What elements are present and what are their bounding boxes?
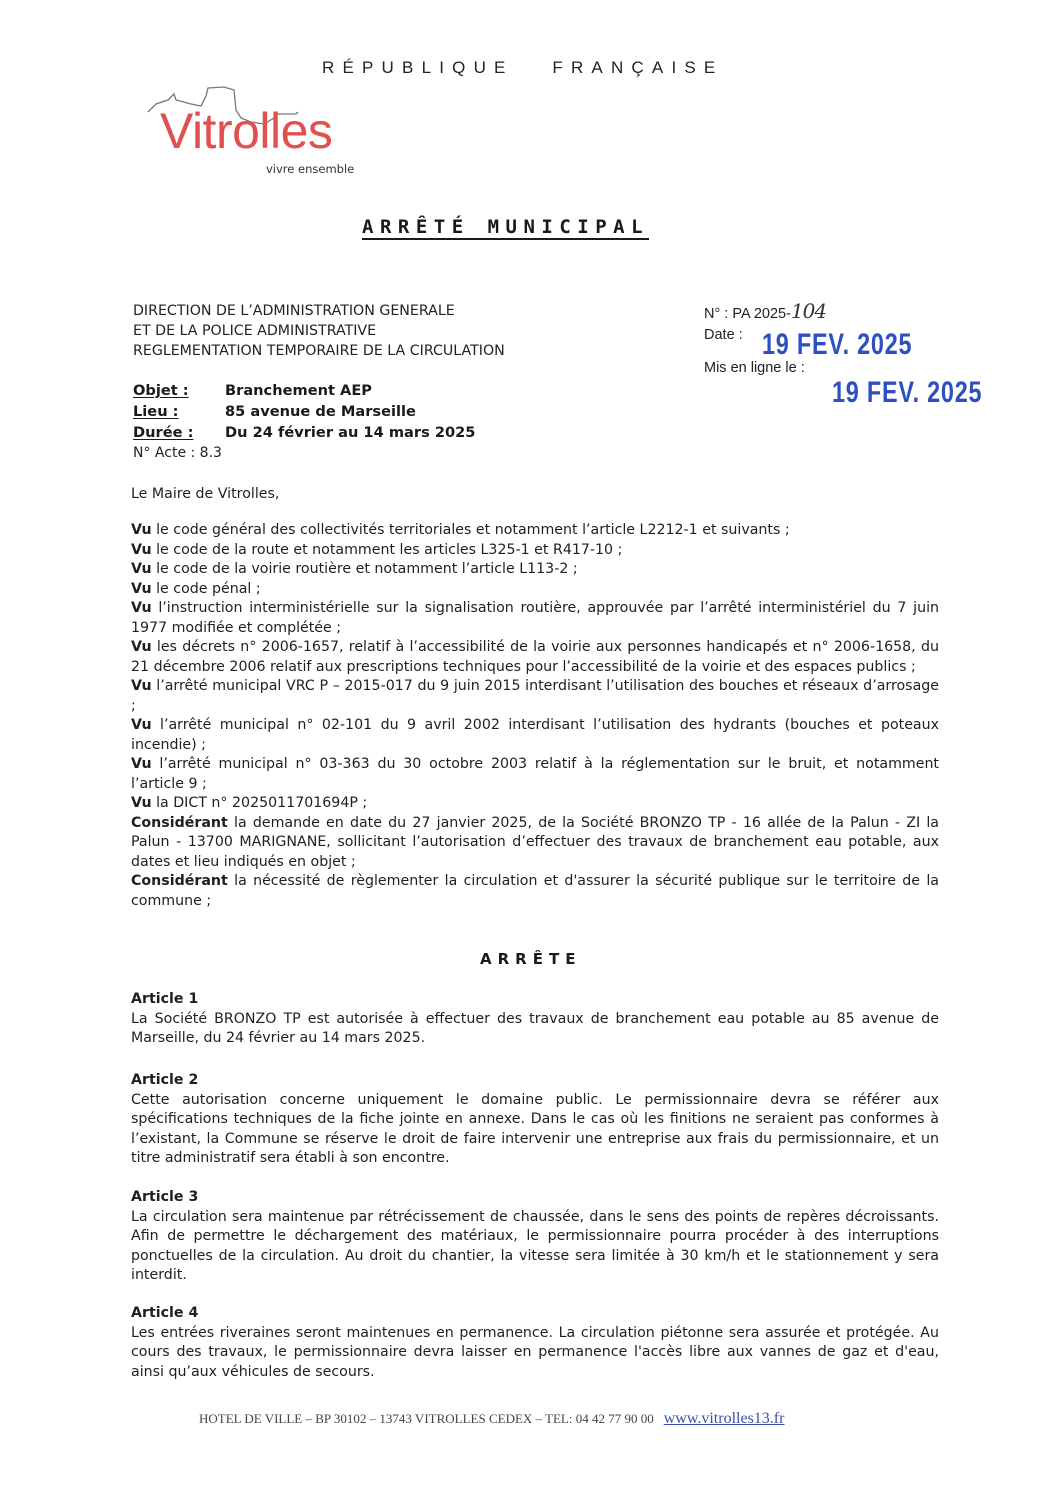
article-text: La circulation sera maintenue par rétrécissement de chaussée, dans le sens des points de repères décroissants. Afin de permettre le déchargement des matériaux, le permissionnaire pourra procéder à des interruptions ponctuelles de la circulation. Au droit du chantier, la vitesse sera limitée à 30 km/h et le stationnement y sera interdit.	[131, 1208, 939, 1283]
reference-number-handwritten: 104	[790, 299, 827, 323]
direction-line: DIRECTION DE L’ADMINISTRATION GENERALE	[133, 303, 455, 319]
direction-block	[133, 301, 505, 361]
footer-address: HOTEL DE VILLE – BP 30102 – 13743 VITROLLES CEDEX – TEL: 04 42 77 90 00	[199, 1411, 654, 1426]
preamble-item: Vu l’instruction interministérielle sur la signalisation routière, approuvée par l’arrêté interministériel du 7 juin 1977 modifiée et complétée ;	[131, 600, 939, 636]
lieu-label: Lieu :	[133, 403, 179, 420]
article-3	[131, 1188, 939, 1286]
preamble-item: Vu la DICT n° 2025011701694P ;	[131, 795, 368, 811]
preamble-item: Vu le code général des collectivités territoriales et notamment l’article L2212-1 et suivants ;	[131, 522, 790, 538]
article-2	[131, 1071, 939, 1169]
article-title: Article 2	[131, 1072, 199, 1088]
preamble-item: Vu l’arrêté municipal n° 03-363 du 30 octobre 2003 relatif à la réglementation sur le bruit, et notamment l’article 9 ;	[131, 756, 939, 792]
article-4	[131, 1304, 939, 1382]
objet-value: Branchement AEP	[225, 382, 373, 399]
reference-number-label: N° : PA 2025-	[704, 306, 791, 322]
arrete-heading: ARRÊTE	[480, 950, 582, 968]
vitrolles-logo	[146, 82, 406, 182]
preamble-item: Vu l’arrêté municipal VRC P – 2015-017 du 9 juin 2015 interdisant l’utilisation des bouches et réseaux d’arrosage ;	[131, 678, 939, 714]
article-title: Article 1	[131, 991, 199, 1007]
duree-value: Du 24 février au 14 mars 2025	[225, 424, 476, 441]
meta-block	[133, 380, 475, 464]
preamble-item: Vu les décrets n° 2006-1657, relatif à l’accessibilité de la voirie aux personnes handicapés et n° 2006-1658, du 21 décembre 2006 relatif aux prescriptions techniques pour l’accessibilité de la voirie et des espaces publics ;	[131, 639, 939, 675]
lieu-value: 85 avenue de Marseille	[225, 403, 416, 420]
article-title: Article 3	[131, 1189, 199, 1205]
logo-wordmark: Vitrolles	[160, 103, 333, 159]
online-date-label: Mis en ligne le :	[704, 360, 805, 376]
direction-line: REGLEMENTATION TEMPORAIRE DE LA CIRCULATION	[133, 343, 505, 359]
online-date-stamp: 19 FEV. 2025	[832, 376, 983, 409]
article-1	[131, 990, 939, 1049]
footer-website-link[interactable]: www.vitrolles13.fr	[663, 1410, 785, 1427]
document-title: ARRÊTÉ MUNICIPAL	[362, 216, 650, 238]
acte-number: N° Acte : 8.3	[133, 445, 222, 461]
republique-francaise-header: RÉPUBLIQUE FRANÇAISE	[322, 58, 724, 77]
direction-line: ET DE LA POLICE ADMINISTRATIVE	[133, 323, 377, 339]
preamble-item: Vu l’arrêté municipal n° 02-101 du 9 avril 2002 interdisant l’utilisation des hydrants (bouches et poteaux incendie) ;	[131, 717, 939, 753]
preamble-item: Vu le code de la route et notamment les articles L325-1 et R417-10 ;	[131, 541, 623, 558]
duree-label: Durée :	[133, 424, 194, 441]
preamble-list	[131, 521, 939, 911]
article-title: Article 4	[131, 1305, 199, 1321]
article-text: Les entrées riveraines seront maintenues en permanence. La circulation piétonne sera assurée et protégée. Au cours des travaux, le permissionnaire devra laisser en permanence l'accès libre aux vannes de gaz et d'eau, ainsi qu’aux véhicules de secours.	[131, 1324, 939, 1380]
logo-tagline: vivre ensemble	[266, 162, 355, 176]
date-stamp: 19 FEV. 2025	[762, 328, 913, 361]
preamble-item: Vu le code de la voirie routière et notamment l’article L113-2 ;	[131, 561, 578, 577]
date-label: Date :	[704, 327, 743, 343]
article-text: Cette autorisation concerne uniquement le domaine public. Le permissionnaire devra se référer aux spécifications techniques de la fiche jointe en annexe. Dans le cas où les finitions ne seraient pas conformes à l’existant, la Commune se réserve le droit de faire intervenir une entreprise aux frais du permissionnaire, et un titre administratif sera établi à son encontre.	[131, 1091, 939, 1166]
footer	[199, 1410, 784, 1428]
maire-salutation: Le Maire de Vitrolles,	[131, 486, 280, 502]
preamble-item: Considérant la demande en date du 27 janvier 2025, de la Société BRONZO TP - 16 allée de la Palun - ZI la Palun - 13700 MARIGNANE, sollicitant l’autorisation d’effectuer des travaux de branchement eau potable, aux dates et lieu indiqués en objet ;	[131, 814, 939, 870]
preamble-item: Vu le code pénal ;	[131, 580, 261, 597]
article-text: La Société BRONZO TP est autorisée à effectuer des travaux de branchement eau potable au 85 avenue de Marseille, du 24 février au 14 mars 2025.	[131, 1010, 939, 1046]
preamble-item: Considérant la nécessité de règlementer la circulation et d'assurer la sécurité publique sur le territoire de la commune ;	[131, 873, 939, 909]
objet-label: Objet :	[133, 382, 189, 399]
